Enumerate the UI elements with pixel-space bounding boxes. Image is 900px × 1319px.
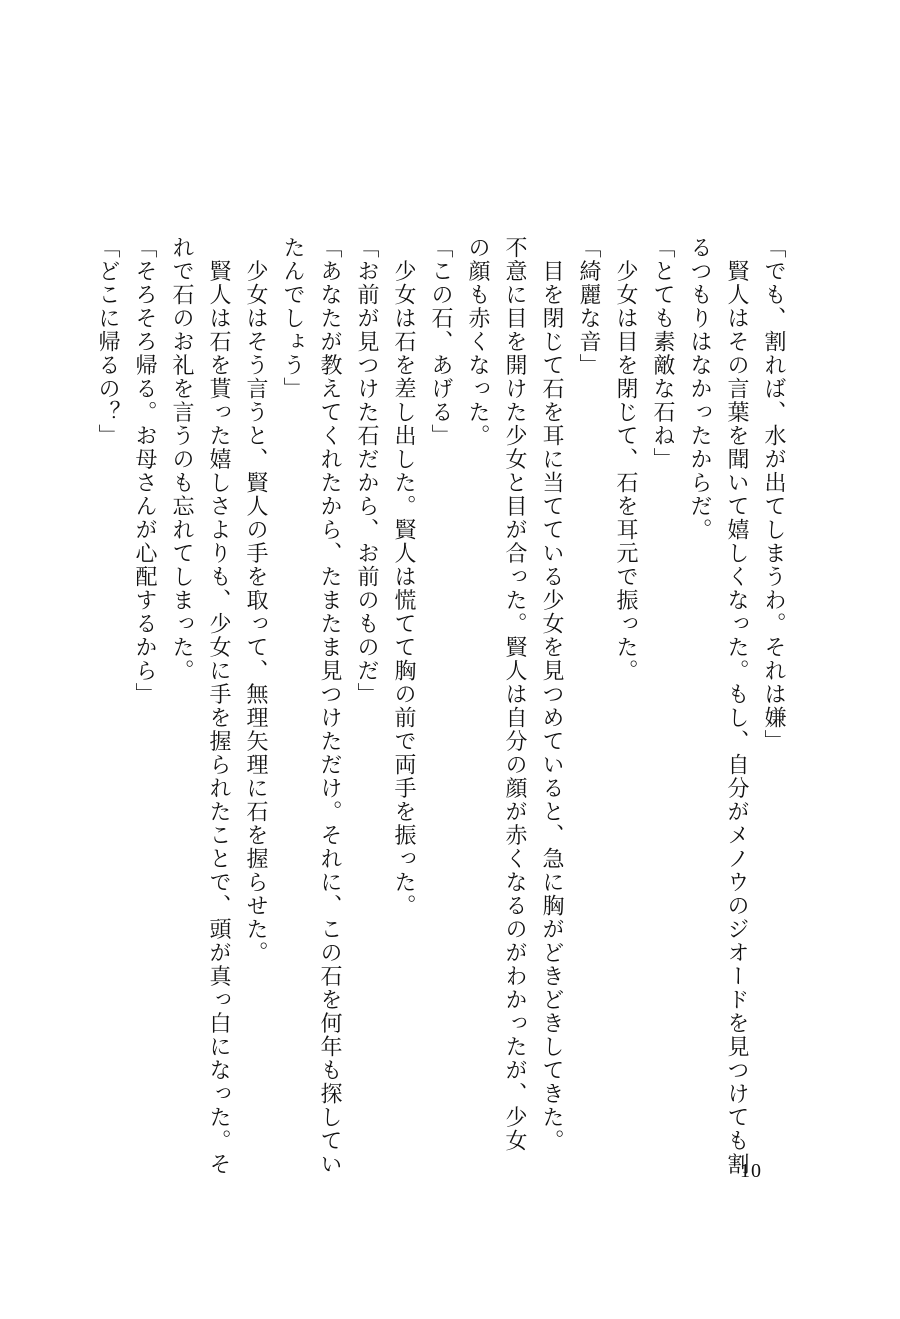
text-line-14: たんでしょう」 xyxy=(280,236,305,401)
text-line-9: の顔も赤くなった。 xyxy=(465,236,490,448)
text-line-16: 賢人は石を貰った嬉しさよりも、少女に手を握られたことで、頭が真っ白になった。そ xyxy=(206,236,231,1176)
text-line-4: 「とても素敵な石ね」 xyxy=(650,236,675,471)
text-line-12: 「お前が見つけた石だから、お前のものだ」 xyxy=(354,236,379,706)
text-line-17: れで石のお礼を言うのも忘れてしまった。 xyxy=(169,236,194,683)
text-line-10: 「この石、あげる」 xyxy=(428,236,453,448)
text-line-8: 不意に目を開けた少女と目が合った。賢人は自分の顔が赤くなるのがわかったが、少女 xyxy=(502,236,527,1153)
text-line-13: 「あなたが教えてくれたから、たまたま見つけただけ。それに、この石を何年も探してい xyxy=(317,236,342,1176)
text-line-3: るつもりはなかったからだ。 xyxy=(687,236,712,542)
text-line-2: 賢人はその言葉を聞いて嬉しくなった。もし、自分がメノウのジオードを見つけても割 xyxy=(724,236,749,1176)
text-line-19: 「どこに帰るの？」 xyxy=(95,236,120,448)
text-line-18: 「そろそろ帰る。お母さんが心配するから」 xyxy=(132,236,157,706)
text-line-7: 目を閉じて石を耳に当てている少女を見つめていると、急に胸がどきどきしてきた。 xyxy=(539,236,564,1153)
text-line-15: 少女はそう言うと、賢人の手を取って、無理矢理に石を握らせた。 xyxy=(243,236,268,965)
text-line-5: 少女は目を閉じて、石を耳元で振った。 xyxy=(613,236,638,683)
text-line-1: 「でも、割れば、水が出てしまうわ。それは嫌」 xyxy=(761,236,786,753)
text-line-6: 「綺麗な音」 xyxy=(576,236,601,377)
text-line-11: 少女は石を差し出した。賢人は慌てて胸の前で両手を振った。 xyxy=(391,236,416,918)
page-number: 10 xyxy=(740,1160,762,1182)
